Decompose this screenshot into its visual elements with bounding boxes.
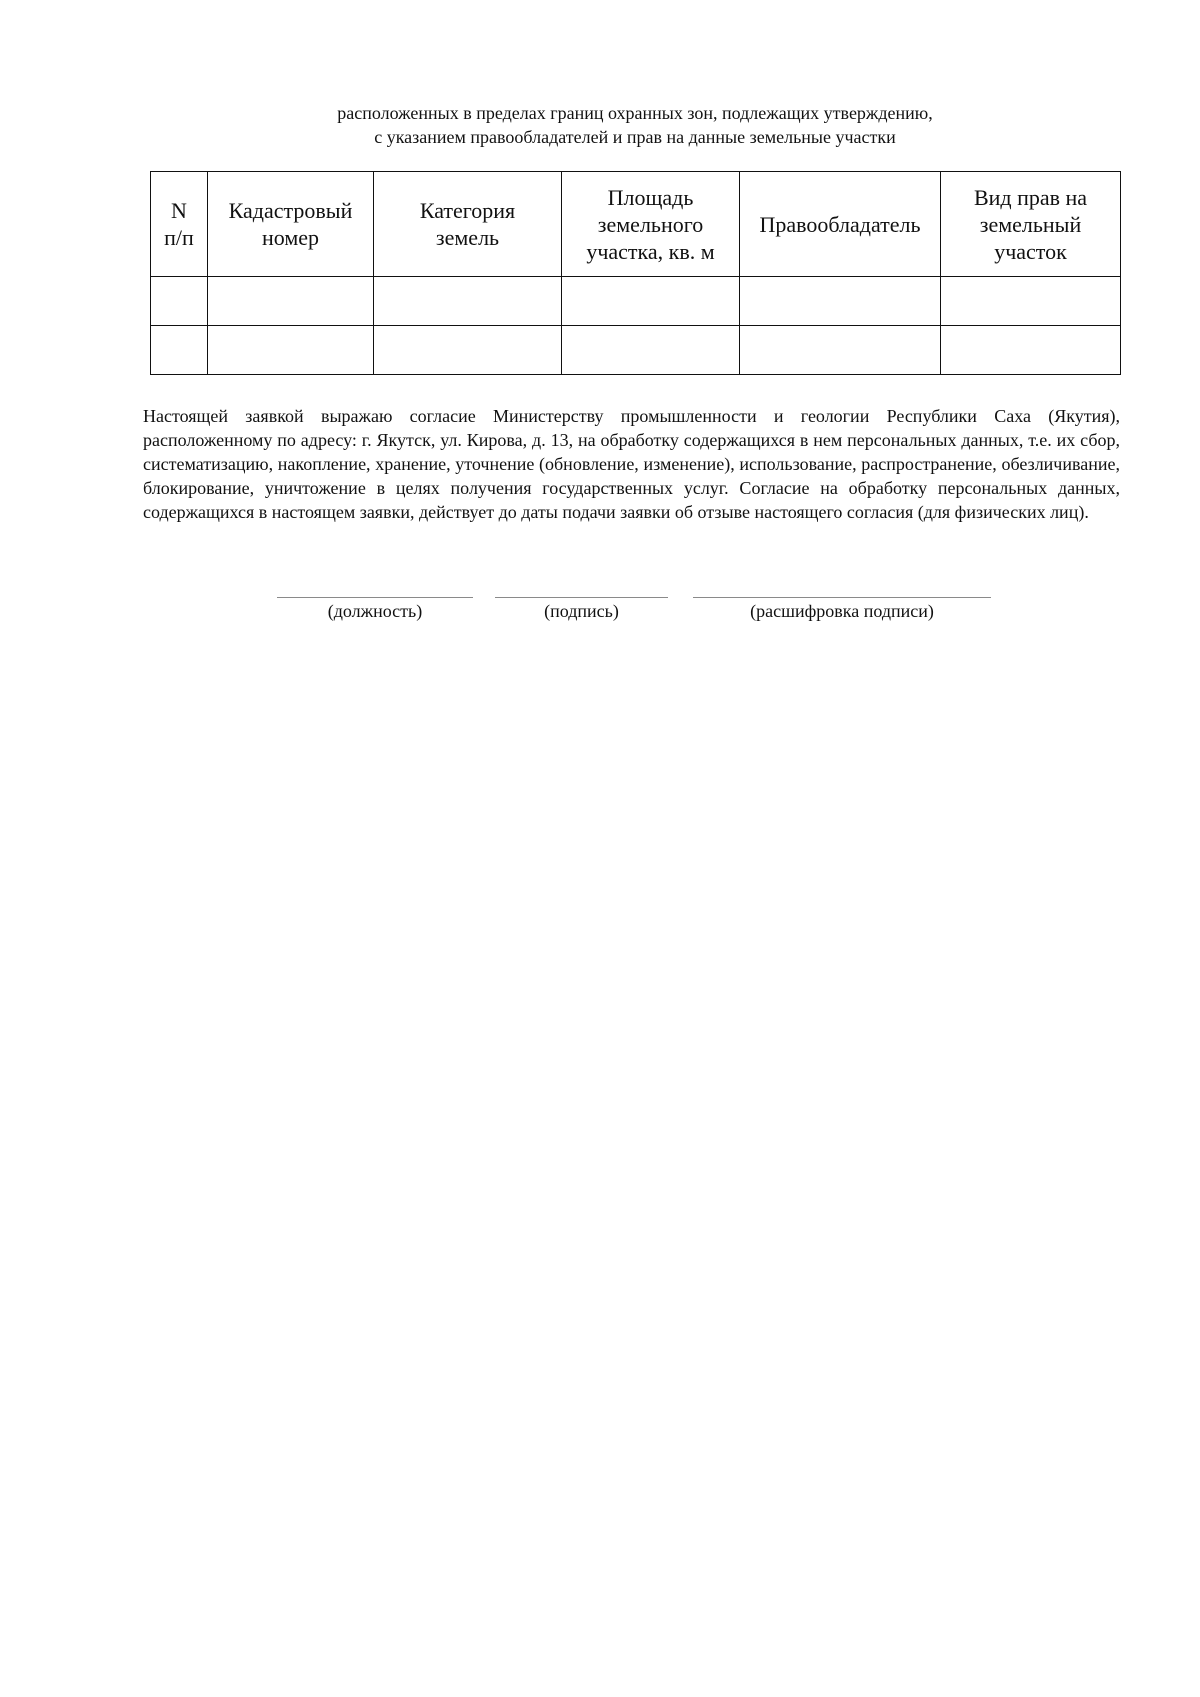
table-cell — [740, 277, 941, 326]
column-header-plot-area: Площадь земельного участка, кв. м — [562, 172, 740, 277]
consent-text: Настоящей заявкой выражаю согласие Министерству промышленности и геологии Республики Саха (Якутия), расположенному по адресу: г. Якутск, ул. Кирова, д. 13, на обработку содержащихся в нем персональных данных, т.е. их сбор, систематизацию, накопление, хранение, уточнение (обновление, изменение), использование, распространение, обезличивание, блокирование, уничтожение в целях получения государственных услуг. Согласие на обработку персональных данных, содержащихся в настоящем заявки, действует до даты подачи заявки об отзыве настоящего согласия (для физических лиц). — [143, 406, 1120, 522]
column-header-right-holder: Правообладатель — [740, 172, 941, 277]
position-caption: (должность) — [327, 601, 423, 621]
table-cell — [151, 326, 208, 375]
heading-line-2: с указанием правообладателей и прав на данные земельные участки — [374, 127, 896, 147]
table-cell — [941, 326, 1121, 375]
position-signature-field — [277, 597, 473, 622]
table-cell — [374, 277, 562, 326]
signature-decode-field — [693, 597, 991, 622]
consent-paragraph-block — [143, 404, 1120, 524]
column-header-land-category: Категория земель — [374, 172, 562, 277]
signature-decode-blank-line — [693, 597, 991, 598]
land-plots-table — [150, 171, 1121, 375]
signature-block — [0, 597, 1200, 637]
heading-line-1: расположенных в пределах границ охранных зон, подлежащих утверждению, — [337, 103, 933, 123]
position-blank-line — [277, 597, 473, 598]
table-cell — [151, 277, 208, 326]
document-heading — [150, 101, 1120, 149]
signature-decode-caption: (расшифровка подписи) — [750, 601, 934, 621]
signature-field — [495, 597, 668, 622]
table-cell — [740, 326, 941, 375]
signature-blank-line — [495, 597, 668, 598]
table-cell — [374, 326, 562, 375]
table-cell — [562, 326, 740, 375]
column-header-cadastral-number: Кадастровый номер — [208, 172, 374, 277]
table-header-row — [151, 172, 1121, 277]
column-header-right-type: Вид прав на земельный участок — [941, 172, 1121, 277]
table-cell — [208, 326, 374, 375]
table-row — [151, 277, 1121, 326]
table-cell — [941, 277, 1121, 326]
signature-caption: (подпись) — [544, 601, 619, 621]
column-header-number: N п/п — [151, 172, 208, 277]
table-row — [151, 326, 1121, 375]
table-cell — [562, 277, 740, 326]
table-cell — [208, 277, 374, 326]
